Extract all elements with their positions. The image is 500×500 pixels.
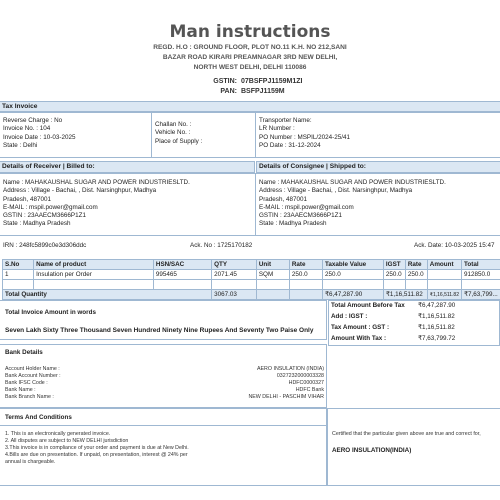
col-igst-rate: Rate — [405, 260, 427, 270]
cell-rate: 250.0 — [289, 270, 322, 280]
consignee-details — [259, 179, 446, 229]
po-number: PO Number : MSPIL/2024-25/41 — [259, 133, 351, 141]
receiver-gstin: GSTIN : 23AAECM3666P1Z1 — [3, 212, 86, 220]
challan-no: Challan No. : — [155, 121, 192, 128]
tax-invoice-right — [259, 117, 350, 150]
invoice-date: Invoice Date : 10-03-2025 — [3, 133, 76, 141]
po-date: PO Date : 31-12-2024 — [259, 141, 321, 149]
company-ids — [190, 77, 330, 97]
col-taxable: Taxable Value — [322, 260, 383, 270]
consignee-address: Address : Village - Bachai, , Dist. Narsinghpur, Madhya — [259, 187, 413, 195]
bank-labels — [5, 366, 61, 401]
bank-heading: Bank Details — [5, 349, 43, 356]
consignee-state: State : Madhya Pradesh — [259, 220, 327, 228]
bank-branch-value: NEW DELHI - PASCHIM VIHAR — [248, 394, 324, 400]
cell-taxable: 250.0 — [322, 270, 383, 280]
company-address — [0, 43, 500, 72]
address-line: NORTH WEST DELHI, DELHI 110086 — [193, 63, 307, 71]
address-line: BAZAR ROAD KIRARI PREAMNAGAR 3RD NEW DELHI, — [162, 53, 338, 61]
summary-gst-value: ₹1,16,511.82 — [418, 324, 455, 331]
address-line: REGD. H.O : GROUND FLOOR, PLOT NO.11 K.H. NO 212,SANI — [153, 44, 347, 51]
spacer-row — [3, 280, 500, 290]
col-sno: S.No — [3, 260, 34, 270]
invoice-no: Invoice No. : 104 — [3, 125, 51, 133]
consignee-heading: Details of Consignee | Shipped to: — [256, 161, 500, 173]
col-rate: Rate — [289, 260, 322, 270]
items-header-row — [3, 260, 500, 270]
cell-product: Insulation per Order — [34, 270, 154, 280]
pan-value: BSFPJ1159M — [241, 88, 285, 95]
receiver-state: State : Madhya Pradesh — [3, 220, 71, 228]
bank-account-label: Bank Account Number : — [5, 373, 61, 379]
terms-line: 4.Bills are due on presentation. If unpaid, on presentation, interest @ 24% per — [5, 452, 188, 458]
total-taxable: ₹6,47,287.90 — [322, 290, 383, 300]
tax-invoice-left — [3, 117, 75, 150]
amount-words-label: Total Invoice Amount in words — [5, 309, 96, 316]
summary-igst-value: ₹1,16,511.82 — [418, 313, 455, 320]
total-quantity-label: Total Quantity — [3, 290, 212, 300]
receiver-name: Name : MAHAKAUSHAL SUGAR AND POWER INDUSTRIESLTD. — [3, 179, 190, 186]
ack-no: Ack. No : 1725170182 — [190, 242, 253, 249]
consignee-email: E-MAIL : mspil.power@gmail.com — [259, 203, 354, 211]
cell-qty: 2071.45 — [212, 270, 257, 280]
summary-gst-label: Tax Amount : GST : — [331, 324, 390, 331]
total-row — [3, 290, 500, 300]
cell-total: 912850.0 — [462, 270, 500, 280]
total-total: ₹7,63,799... — [462, 290, 500, 300]
cell-hsn: 995465 — [153, 270, 211, 280]
receiver-details — [3, 179, 190, 229]
bank-name-label: Bank Name : — [5, 387, 36, 393]
certification-company: AERO INSULATION(INDIA) — [332, 447, 412, 454]
terms-line: 1. This is an electronically generated invoice. — [5, 431, 111, 437]
total-igst: ₹1,16,511.82 — [383, 290, 427, 300]
cell-sno: 1 — [3, 270, 34, 280]
bank-ifsc-label: Bank IFSC Code : — [5, 380, 48, 386]
bank-account-value: 0327232000003328 — [276, 373, 324, 379]
terms-heading: Terms And Conditions — [5, 414, 72, 421]
bank-holder-value: AERO INSULATION (INDIA) — [256, 366, 324, 372]
cell-unit: SQM — [256, 270, 289, 280]
receiver-address: Pradesh, 487001 — [3, 195, 51, 203]
lr-number: LR Number : — [259, 125, 295, 133]
bank-name-value: HDFC Bank — [295, 387, 324, 393]
col-qty: QTY — [212, 260, 257, 270]
col-amount: Amount — [427, 260, 461, 270]
cell-amount — [427, 270, 461, 280]
amount-words-value: Seven Lakh Sixty Three Thousand Seven Hundred Ninety Nine Rupees And Seventy Two Paise Only — [5, 327, 314, 334]
cell-igst-rate: 250.0 — [405, 270, 427, 280]
tax-invoice-middle — [155, 121, 202, 146]
reverse-charge: Reverse Charge : No — [3, 117, 63, 124]
summary-before-tax-label: Total Amount Before Tax — [331, 302, 405, 309]
consignee-name: Name : MAHAKAUSHAL SUGAR AND POWER INDUSTRIESLTD. — [259, 179, 446, 186]
transporter-name: Transporter Name: — [259, 117, 312, 124]
consignee-gstin: GSTIN : 23AAECM3666P1Z1 — [259, 212, 342, 220]
company-title: Man instructions — [169, 22, 331, 42]
total-amount: ₹1,16,511.82 — [427, 290, 461, 300]
bank-values — [200, 366, 324, 401]
terms-line: annual is chargeable. — [5, 459, 56, 465]
certification-text: Certified that the particular given above are true and correct for, — [332, 431, 481, 437]
receiver-address: Address : Village - Bachai, , Dist. Narsinghpur, Madhya — [3, 187, 157, 195]
terms-line: 3.This invoice is in compliance of your order and payment is due at New Delhi. — [5, 445, 189, 451]
summary-with-tax-value: ₹7,63,799.72 — [418, 335, 456, 342]
summary-igst-label: Add : IGST : — [331, 313, 368, 320]
gstin-label: GSTIN: — [213, 78, 237, 85]
ack-date: Ack. Date: 10-03-2025 15:47 — [414, 242, 495, 249]
bank-ifsc-value: HDFC0000327 — [288, 380, 324, 386]
bank-holder-label: Account Holder Name : — [5, 366, 60, 372]
cell-igst: 250.0 — [383, 270, 405, 280]
receiver-email: E-MAIL : mspil.power@gmail.com — [3, 203, 98, 211]
col-total: Total — [462, 260, 500, 270]
total-qty: 3067.03 — [212, 290, 257, 300]
tax-invoice-heading: Tax Invoice — [0, 101, 500, 112]
terms-list — [5, 431, 189, 466]
summary-with-tax-label: Amount With Tax : — [331, 335, 387, 342]
table-row — [3, 270, 500, 280]
col-hsn: HSN/SAC — [153, 260, 211, 270]
invoice-state: State : Delhi — [3, 141, 38, 149]
col-product: Name of product — [34, 260, 154, 270]
col-igst: IGST — [383, 260, 405, 270]
summary-before-tax-value: ₹6,47,287.90 — [418, 302, 456, 309]
terms-divider — [0, 425, 327, 426]
vehicle-no: Vehicle No. : — [155, 129, 191, 137]
consignee-address: Pradesh, 487001 — [259, 195, 307, 203]
col-unit: Unit — [256, 260, 289, 270]
receiver-heading: Details of Receiver | Billed to: — [0, 161, 255, 173]
items-table — [2, 259, 500, 300]
gstin-value: 07BSFPJ1159M1ZI — [241, 78, 303, 85]
place-of-supply: Place of Supply : — [155, 137, 203, 145]
irn: IRN : 248fc5899c0e3d306ddc — [3, 242, 87, 249]
terms-line: 2. All disputes are subject to NEW DELHI jurisdiction — [5, 438, 129, 444]
pan-label: PAN: — [220, 88, 237, 95]
bank-branch-label: Bank Branch Name : — [5, 394, 54, 400]
